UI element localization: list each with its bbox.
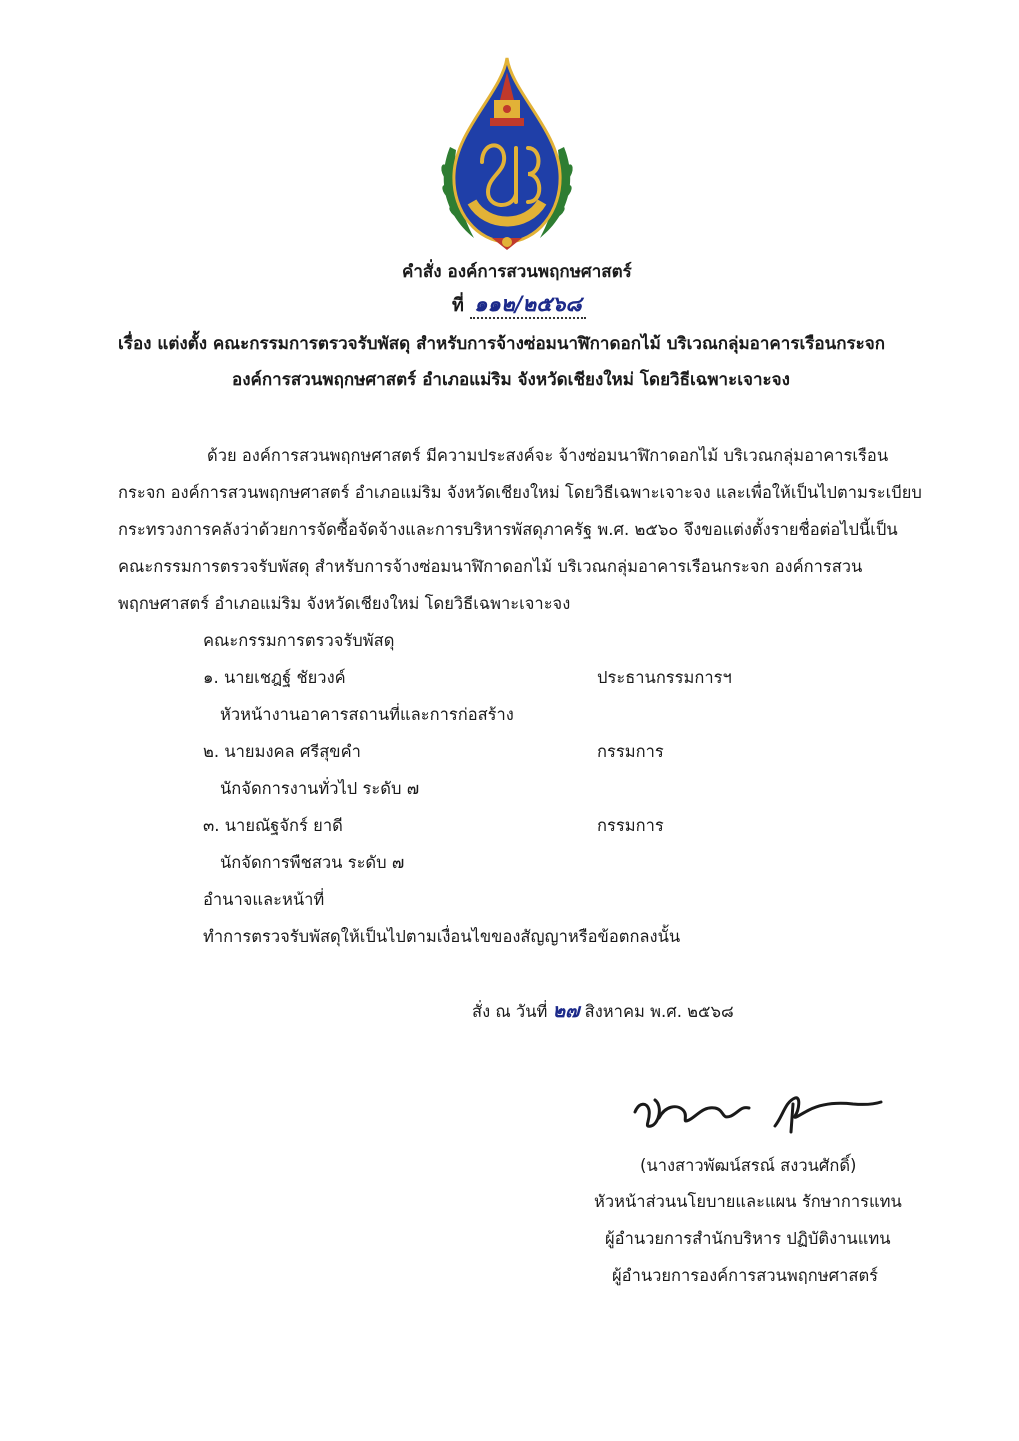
order-date-day: ๒๗: [552, 1000, 580, 1022]
order-title: คำสั่ง องค์การสวนพฤกษศาสตร์: [402, 262, 632, 282]
member-name: ๑. นายเชฎฐ์ ชัยวงค์: [203, 668, 346, 687]
order-date-suffix: สิงหาคม พ.ศ. ๒๕๖๘: [584, 1002, 734, 1021]
order-date: [472, 996, 734, 1026]
member-position: นักจัดการงานทั่วไป ระดับ ๗: [220, 779, 420, 798]
subject-line-2: องค์การสวนพฤกษศาสตร์ อำเภอแม่ริม จังหวัดเชียงใหม่ โดยวิธีเฉพาะเจาะจง: [232, 370, 790, 390]
ribbon: [492, 237, 522, 250]
paragraph-line: พฤกษศาสตร์ อำเภอแม่ริม จังหวัดเชียงใหม่ โดยวิธีเฉพาะเจาะจง: [118, 594, 571, 613]
organization-logo-icon: [432, 52, 582, 257]
handwritten-signature: [625, 1080, 885, 1140]
member-position: หัวหน้างานอาคารสถานที่และการก่อสร้าง: [220, 705, 514, 724]
subject-line-1: เรื่อง แต่งตั้ง คณะกรรมการตรวจรับพัสดุ สำหรับการจ้างซ่อมนาฬิกาดอกไม้ บริเวณกลุ่มอาคารเรือนกระจก: [118, 334, 886, 354]
paragraph-line: ด้วย องค์การสวนพฤกษศาสตร์ มีความประสงค์จะ จ้างซ่อมนาฬิกาดอกไม้ บริเวณกลุ่มอาคารเรือน: [207, 446, 889, 465]
paragraph-line: คณะกรรมการตรวจรับพัสดุ สำหรับการจ้างซ่อมนาฬิกาดอกไม้ บริเวณกลุ่มอาคารเรือนกระจก องค์การสวน: [118, 557, 863, 576]
order-number-value: ๑๑๒/๒๕๖๘: [470, 291, 585, 319]
signer-name: (นางสาวพัฒน์สรณ์ สงวนศักดิ์): [640, 1156, 857, 1175]
signer-title-line: ผู้อำนวยการสำนักบริหาร ปฏิบัติงานแทน: [605, 1229, 891, 1248]
duty-heading: อำนาจและหน้าที่: [203, 890, 325, 909]
signer-title-line: หัวหน้าส่วนนโยบายและแผน รักษาการแทน: [594, 1192, 902, 1211]
order-number-prefix: ที่: [452, 295, 464, 316]
order-number-row: [452, 288, 586, 321]
paragraph-line: กระจก องค์การสวนพฤกษศาสตร์ อำเภอแม่ริม จังหวัดเชียงใหม่ โดยวิธีเฉพาะเจาะจง และเพื่อให้เป็นไปตามระเบียบ: [118, 483, 922, 502]
member-role: ประธานกรรมการฯ: [597, 668, 732, 687]
member-role: กรรมการ: [597, 816, 664, 835]
member-name: ๓. นายณัฐจักร์ ยาดี: [203, 816, 343, 835]
paragraph-line: กระทรวงการคลังว่าด้วยการจัดซื้อจัดจ้างและการบริหารพัสดุภาครัฐ พ.ศ. ๒๕๖๐ จึงขอแต่งตั้งรายชื่อต่อไปนี้เป็น: [118, 520, 898, 539]
member-position: นักจัดการพืชสวน ระดับ ๗: [220, 853, 405, 872]
member-role: กรรมการ: [597, 742, 664, 761]
duty-text: ทำการตรวจรับพัสดุให้เป็นไปตามเงื่อนไขของสัญญาหรือข้อตกลงนั้น: [203, 927, 681, 946]
committee-heading: คณะกรรมการตรวจรับพัสดุ: [203, 631, 395, 650]
order-date-prefix: สั่ง ณ วันที่: [472, 1002, 548, 1021]
signer-title-line: ผู้อำนวยการองค์การสวนพฤกษศาสตร์: [612, 1266, 879, 1285]
member-name: ๒. นายมงคล ศรีสุขคำ: [203, 742, 361, 761]
